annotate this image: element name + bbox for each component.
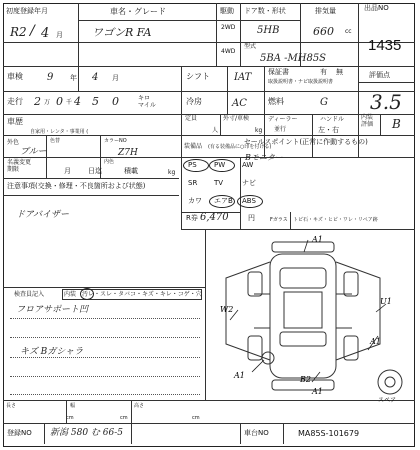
shift-value: IAT [234, 72, 252, 83]
equipment-circle [209, 159, 235, 172]
length-unit: cm [66, 415, 74, 421]
divider [181, 66, 182, 229]
chassis-label: 車台NO [244, 429, 269, 437]
mileage-digit: 5 [92, 95, 99, 108]
equipment-item: ABS [242, 197, 256, 205]
exhibit-label: 出品NO [364, 4, 389, 12]
spare-label: スペア [378, 397, 397, 404]
doors-label: ドア数・形状 [244, 7, 286, 15]
divider [227, 66, 228, 114]
divider [240, 3, 241, 66]
circle-mark [80, 288, 94, 300]
sales-point-label: セールスポイント(正常に作動するもの) [244, 138, 368, 146]
shift-label: シフト [186, 72, 210, 81]
weight-unit: kg [255, 127, 263, 134]
month-unit: 月 [112, 74, 119, 82]
diagram-mark: A1 [312, 387, 323, 396]
divider [358, 114, 415, 115]
equipment-item: TV [214, 179, 224, 187]
divider [358, 82, 415, 83]
notes-label: 注意事項(交換・修理・不良箇所および状態) [7, 182, 146, 190]
inner-color-label: 内色 [104, 159, 115, 165]
type-label: 型式 [244, 43, 257, 50]
equipment-note: (有る装備品に○印を付ける) [208, 144, 272, 150]
divider [3, 178, 179, 179]
equipment-circle [183, 159, 209, 172]
inspection-year: 9 [47, 72, 54, 83]
change-day: 日迄 [88, 167, 102, 175]
divider [66, 400, 67, 423]
width-label: 幅 [70, 403, 76, 409]
diagram-mark: B2 [300, 375, 311, 384]
diagram-mark: W2 [220, 305, 234, 314]
equipment-item: PW [214, 161, 226, 169]
diagram-mark: A1 [370, 337, 381, 346]
weight-label: 外寸/車検 [223, 115, 250, 122]
color-no-label: カラーNO [104, 138, 127, 144]
inspector-line-2: キズ Bガシャラ [20, 347, 84, 357]
divider [205, 229, 206, 400]
chassis-value: MA85S-101679 [298, 429, 360, 438]
dotted-line [10, 357, 200, 358]
height-unit: cm [192, 415, 200, 421]
ac-label: 冷房 [186, 97, 202, 106]
height-label: 高さ [134, 403, 145, 409]
inspection-label: 車検 [7, 72, 23, 81]
glass-label: Fガラス [270, 217, 288, 223]
model-value: ワゴンR FA [92, 26, 152, 39]
divider [78, 3, 79, 91]
divider [240, 423, 241, 444]
history-label: 車歴 [7, 117, 23, 126]
equipment-circle [237, 195, 263, 208]
mileage-unit: キロ マイル [138, 95, 156, 109]
equipment-item: カワ [188, 197, 202, 205]
exhibit-no: 1435 [368, 37, 402, 54]
divider [290, 212, 291, 229]
inspector-label: 検査員記入 [14, 291, 45, 298]
divider [312, 114, 313, 157]
equipment-item: エアB [214, 197, 233, 205]
diagram-mark: U1 [380, 297, 392, 306]
recycle-label: R券 [186, 214, 198, 222]
interior-tag: 内装 [64, 291, 77, 298]
mileage-digit: 0 [56, 95, 63, 108]
divider [3, 157, 415, 158]
divider [358, 3, 359, 157]
month-unit: 月 [56, 31, 63, 39]
fuel-label: 燃料 [268, 97, 284, 106]
capacity-label: 定員 [185, 115, 198, 122]
divider [3, 66, 415, 67]
mileage-separator: 千 [66, 99, 73, 106]
dotted-line [10, 376, 200, 377]
divider [3, 91, 415, 92]
fuel-value: G [320, 97, 328, 108]
warranty-none: 無 [336, 68, 343, 76]
divider [216, 3, 217, 66]
width-unit: cm [120, 415, 128, 421]
inspector-line-1: フロアサポート凹 [16, 305, 89, 315]
reg-label: 登録NO [7, 429, 32, 437]
interior-items: 汚レ・スレ・タバコ・キズ・キレ・コゲ・穴 [82, 291, 202, 298]
handle-value: 左・右 [318, 126, 339, 134]
equipment-circle [209, 195, 235, 208]
cc-unit: cc [345, 28, 352, 35]
score-value: 3.5 [370, 90, 402, 114]
divider [181, 229, 415, 230]
equipment-item: PS [188, 161, 197, 169]
recycle-value: 6,470 [200, 212, 229, 223]
dotted-line [10, 337, 200, 338]
loading-unit: kg [168, 169, 176, 176]
history-sub: 自家用・レンタ・事業用 ( [30, 129, 89, 135]
model-label: 車名・グレード [110, 7, 166, 16]
diagram-mark: A1 [312, 235, 323, 244]
displacement-label: 排気量 [315, 7, 336, 15]
equipment-item: ナビ [242, 179, 256, 187]
car-diagram [208, 232, 413, 404]
equipment-item: AW [242, 161, 254, 169]
mileage-digit: 2 [34, 95, 41, 108]
divider [3, 423, 415, 424]
divider [3, 135, 415, 136]
divider [283, 423, 284, 444]
color-no-value: Z7H [118, 148, 138, 158]
ac-value: AC [232, 98, 247, 109]
mileage-label: 走行 [7, 97, 23, 106]
drive-2wd: 2WD [221, 24, 236, 31]
color-change-label: 色替 [50, 138, 61, 144]
interior-label: 内装 評価 [361, 114, 374, 128]
interior-value: B [392, 117, 401, 131]
type-value: 5BA -MH85S [260, 53, 327, 64]
divider [3, 42, 415, 43]
divider [3, 400, 415, 401]
year-unit: 年 [70, 74, 77, 82]
glass-value: トビ石・キズ・ヒビ・ワレ・リペア跡 [293, 217, 378, 223]
divider [3, 195, 179, 196]
mileage-digit: 4 [74, 95, 81, 108]
first-reg-month: 4 [41, 26, 50, 41]
capacity-unit: 人 [212, 127, 219, 134]
mileage-separator: 万 [44, 99, 51, 106]
divider [131, 400, 132, 444]
drive-4wd: 4WD [221, 48, 236, 55]
color-label: 外色 [7, 139, 20, 146]
equipment-label: 装備品 [184, 143, 203, 150]
divider [380, 114, 381, 135]
score-label: 評価点 [369, 71, 390, 79]
handle-label: ハンドル [320, 116, 345, 123]
loading-label: 積載 [124, 167, 138, 175]
divider [240, 157, 241, 229]
dotted-line [10, 318, 200, 319]
equipment-item: SR [188, 179, 198, 187]
dealer-sub: 並行 [274, 126, 287, 133]
diagram-mark: A1 [234, 371, 245, 380]
warranty-label: 保証書 [268, 68, 289, 76]
displacement-value: 660 [313, 25, 334, 38]
reg-value: 新潟 580 む 66-5 [50, 428, 123, 438]
warranty-sub: 取扱説明書・ナビ取扱説明書 [268, 79, 334, 85]
dotted-line [10, 394, 200, 395]
first-reg-era: R2 [10, 25, 27, 39]
length-label: 長さ [6, 403, 17, 409]
divider [44, 423, 45, 444]
drive-label: 駆動 [220, 7, 234, 15]
change-month: 月 [64, 167, 71, 175]
divider [3, 287, 205, 288]
divider [78, 20, 300, 21]
notes-value: ドアバイザー [16, 210, 70, 220]
warranty-have: 有 [320, 68, 327, 76]
first-reg-label: 初度登録年月 [6, 7, 48, 15]
mileage-digit: 0 [112, 95, 119, 108]
divider [220, 114, 221, 135]
color-value: ブルー [20, 147, 47, 157]
change-label: 名義変更 期限 [7, 159, 32, 173]
dealer-label: ディーラー [268, 116, 298, 123]
recycle-unit: 円 [248, 214, 255, 222]
inspection-month: 4 [92, 72, 99, 83]
first-reg-slash: / [30, 23, 35, 39]
doors-value: 5HB [257, 25, 280, 36]
sales-point-value: Bモニター [245, 153, 283, 162]
